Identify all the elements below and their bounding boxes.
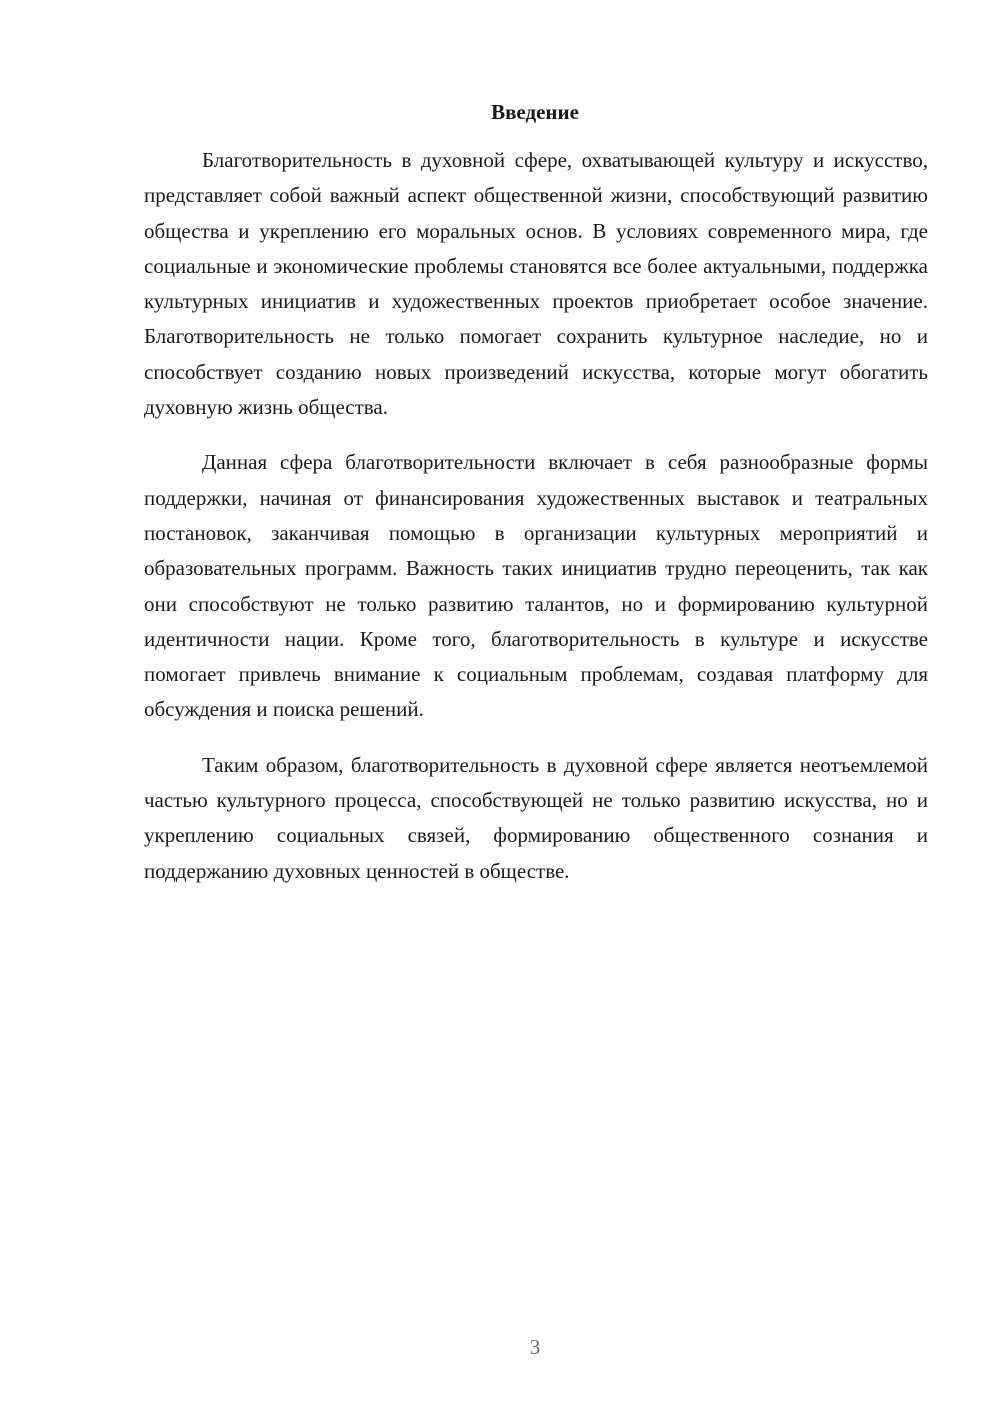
body-text [144, 143, 928, 909]
section-heading: Введение [491, 100, 579, 124]
paragraph-1: Благотворительность в духовной сфере, охватывающей культуру и искусство, представляет собой важный аспект общественной жизни, способствующий развитию общества и укреплению его моральных основ. В условиях современного мира, где социальные и экономические проблемы становятся все более актуальными, поддержка культурных инициатив и художественных проектов приобретает особое значение. Благотворительность не только помогает сохранить культурное наследие, но и способствует созданию новых произведений искусства, которые могут обогатить духовную жизнь общества. [144, 148, 928, 420]
page-number: 3 [529, 1335, 541, 1359]
paragraph-2: Данная сфера благотворительности включает в себя разнообразные формы поддержки, начиная от финансирования художественных выставок и театральных постановок, заканчивая помощью в организации культурных мероприятий и образовательных программ. Важность таких инициатив трудно переоценить, так как они способствуют не только развитию талантов, но и формированию культурной идентичности нации. Кроме того, благотворительность в культуре и искусстве помогает привлечь внимание к социальным проблемам, создавая платформу для обсуждения и поиска решений. [144, 450, 928, 722]
paragraph-3: Таким образом, благотворительность в духовной сфере является неотъемлемой частью культурного процесса, способствующей не только развитию искусства, но и укреплению социальных связей, формированию общественного сознания и поддержанию духовных ценностей в обществе. [144, 752, 928, 883]
